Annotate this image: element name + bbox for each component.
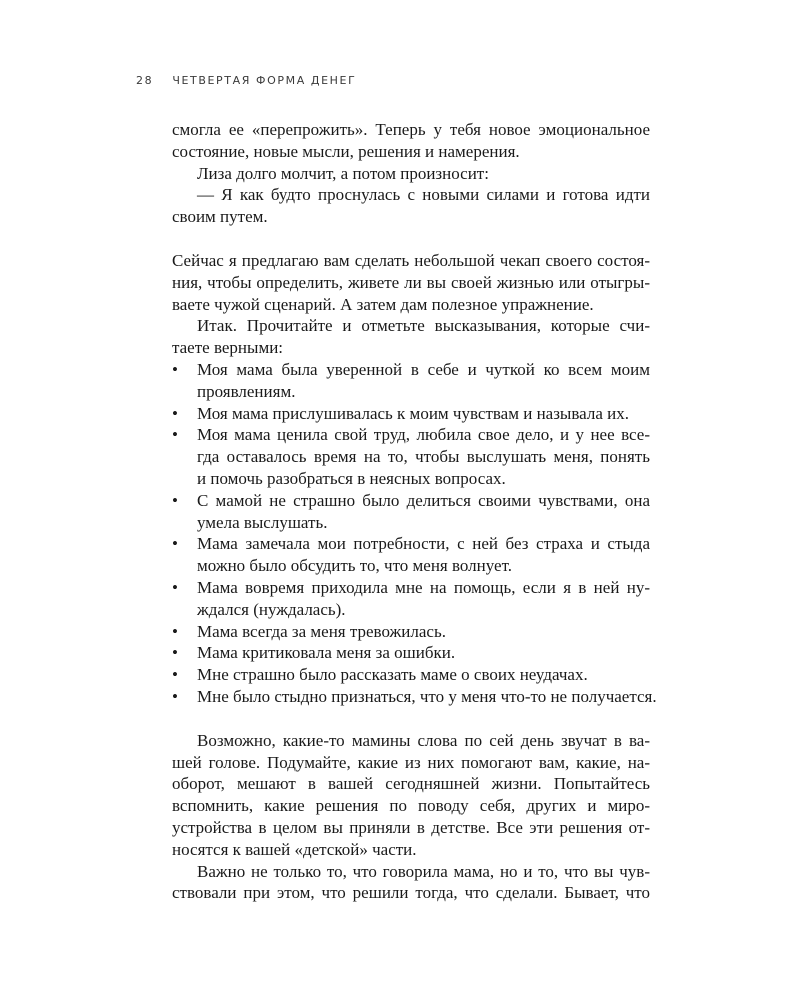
- text-line: • Моя мама прислушивалась к моим чувствам и называла их.: [197, 403, 629, 423]
- text-line: проявлениям.: [197, 381, 296, 401]
- text-line: оборот, мешают в вашей сегодняшней жизни. Попытайтесь: [172, 774, 650, 794]
- text-line: Итак. Прочитайте и отметьте высказывания, которые счи-: [197, 316, 650, 336]
- text-line: смогла ее «перепрожить». Теперь у тебя новое эмоциональное: [172, 120, 650, 139]
- page-body: [172, 119, 657, 904]
- checklist-item: [172, 490, 650, 534]
- text-line: ствовали при этом, что решили тогда, что сделали. Бывает, что: [172, 883, 650, 903]
- text-line: носятся к вашей «детской» части.: [172, 839, 417, 859]
- statement-checklist: [172, 359, 657, 708]
- reflection-paragraph: [172, 861, 650, 905]
- checklist-item: [172, 359, 650, 403]
- intro-paragraph: [172, 250, 650, 315]
- story-paragraph: [172, 119, 650, 163]
- text-line: • Мама критиковала меня за ошибки.: [197, 643, 456, 663]
- text-line: • Моя мама была уверенной в себе и чуткой ко всем моим: [197, 359, 650, 379]
- text-line: состояние, новые мысли, решения и намерения.: [172, 141, 520, 161]
- checklist-item: [172, 642, 650, 664]
- section-gap: [172, 228, 650, 250]
- text-line: Важно не только то, что говорила мама, но и то, что вы чув-: [197, 861, 650, 881]
- text-line: гда оставалось время на то, чтобы выслушать меня, понять: [197, 447, 650, 467]
- text-line: — Я как будто проснулась с новыми силами и готова идти: [197, 185, 650, 205]
- book-title: ЧЕТВЕРТАЯ ФОРМА ДЕНЕГ: [172, 74, 357, 87]
- checklist-item: [172, 577, 650, 621]
- text-line: умела выслушать.: [197, 512, 328, 532]
- text-line: можно было обсудить то, что меня волнует.: [197, 556, 512, 576]
- text-line: вспомнить, какие решения по поводу себя, других и миро-: [172, 796, 650, 816]
- text-line: • С мамой не страшно было делиться своими чувствами, она: [197, 490, 650, 510]
- text-line: • Мне страшно было рассказать маме о своих неудачах.: [197, 665, 588, 685]
- checklist-item: [172, 621, 650, 643]
- page-number: 28: [136, 74, 154, 87]
- dialogue-paragraph: [172, 184, 650, 228]
- text-line: ждался (нуждалась).: [197, 599, 346, 619]
- text-line: • Мама замечала мои потребности, с ней без страха и стыда: [197, 534, 650, 554]
- text-line: • Мама вовремя приходила мне на помощь, если я в ней ну-: [197, 577, 650, 597]
- section-gap: [172, 708, 650, 730]
- checklist-item: [172, 533, 650, 577]
- text-line: Сейчас я предлагаю вам сделать небольшой чекап своего состоя-: [172, 250, 650, 270]
- text-line: и помочь разобраться в неясных вопросах.: [197, 468, 506, 488]
- text-line: своим путем.: [172, 207, 268, 227]
- text-line: шей голове. Подумайте, какие из них помогают вам, какие, на-: [172, 752, 650, 772]
- text-line: ния, чтобы определить, живете ли вы своей жизнью или отыгры-: [172, 272, 650, 292]
- text-line: • Мама всегда за меня тревожилась.: [197, 621, 446, 641]
- checklist-item: [172, 686, 657, 708]
- text-line: • Мне было стыдно признаться, что у меня что-то не получается.: [197, 686, 657, 706]
- checklist-item: [172, 424, 650, 489]
- checklist-item: [172, 664, 650, 686]
- text-line: • Моя мама ценила свой труд, любила свое дело, и у нее все-: [197, 425, 650, 445]
- text-line: Лиза долго молчит, а потом произносит:: [197, 163, 489, 183]
- text-line: ваете чужой сценарий. А затем дам полезное упражнение.: [172, 294, 594, 314]
- text-line: таете верными:: [172, 338, 284, 358]
- reflection-paragraph: [172, 730, 650, 861]
- story-paragraph: [172, 163, 650, 185]
- text-line: устройства в целом вы приняли в детстве. Все эти решения от-: [172, 817, 650, 837]
- text-line: Возможно, какие-то мамины слова по сей день звучат в ва-: [197, 730, 650, 750]
- running-header: [136, 74, 356, 87]
- instruction-paragraph: [172, 315, 650, 359]
- checklist-item: [172, 403, 650, 425]
